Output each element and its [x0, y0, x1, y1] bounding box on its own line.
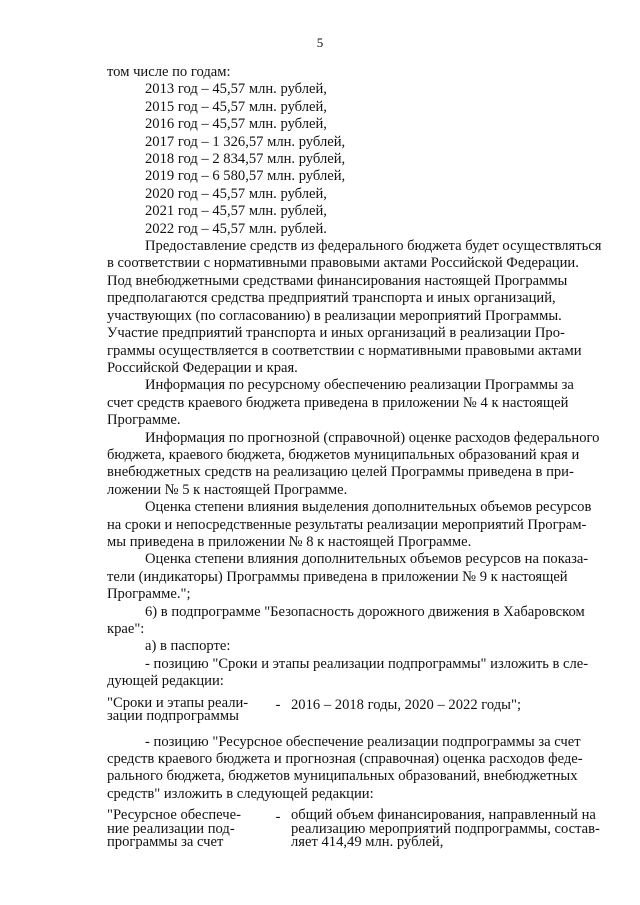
text-line: бюджета, краевого бюджета, бюджетов муниципальных образований края и	[107, 446, 580, 463]
paragraph-impact-deadlines	[107, 499, 613, 551]
passport-value	[291, 809, 613, 850]
text-line: дующей редакции:	[107, 673, 224, 690]
passport-dash: -	[275, 696, 281, 713]
year-item: 2013 год – 45,57 млн. рублей,	[145, 81, 327, 98]
text-line: счет средств краевого бюджета приведена в приложении № 4 к настоящей	[107, 394, 569, 411]
text-line: - позицию "Сроки и этапы реализации подпрограммы" изложить в сле-	[145, 655, 589, 672]
item-a: а) в паспорте:	[145, 638, 231, 655]
text-line: зации подпрограммы	[107, 708, 239, 725]
text-line: Информация по прогнозной (справочной) оценке расходов федерального	[145, 429, 600, 446]
text-line: внебюджетных средств на реализацию целей Программы приведена в при-	[107, 464, 574, 481]
passport-row-resources	[107, 809, 613, 850]
text-line: общий объем финансирования, направленный на	[291, 807, 596, 824]
text-line: программы за счет	[107, 834, 224, 851]
text-line: 6) в подпрограмме "Безопасность дорожного движения в Хабаровском	[145, 603, 585, 620]
passport-key	[107, 694, 265, 725]
year-item: 2015 год – 45,57 млн. рублей,	[145, 98, 327, 115]
passport-row-terms	[107, 694, 613, 725]
text-line: реализацию мероприятий подпрограммы, состав-	[291, 820, 600, 837]
text-line: "Ресурсное обеспече-	[107, 807, 241, 824]
year-item: 2016 год – 45,57 млн. рублей,	[145, 116, 327, 133]
paragraph-resource-info	[107, 377, 613, 429]
year-item: 2021 год – 45,57 млн. рублей,	[145, 203, 327, 220]
text-line: Под внебюджетными средствами финансирования настоящей Программы	[107, 272, 568, 289]
text-line: Российской Федерации и края.	[107, 359, 298, 376]
text-line: Предоставление средств из федерального бюджета будет осуществляться	[145, 238, 602, 255]
text-line: участвующих (по согласованию) в реализации мероприятий Программы.	[107, 307, 562, 324]
passport-dash: -	[275, 809, 281, 826]
text-line: Участие предприятий транспорта и иных организаций в реализации Про-	[107, 325, 565, 342]
text-line: тели (индикаторы) Программы приведена в приложении № 9 к настоящей	[107, 568, 568, 585]
text-line: Оценка степени влияния дополнительных объемов ресурсов на показа-	[145, 551, 589, 568]
text-line: - позицию "Ресурсное обеспечение реализации подпрограммы за счет	[145, 733, 581, 750]
text-line: средств краевого бюджета и прогнозная (справочная) оценка расходов феде-	[107, 751, 583, 768]
document-body	[107, 64, 613, 850]
text-line: в соответствии с нормативными правовыми актами Российской Федерации.	[107, 255, 579, 272]
text-line: Программе.	[107, 412, 181, 429]
text-line: рального бюджета, бюджетов муниципальных образований, внебюджетных	[107, 768, 578, 785]
paragraph-forecast-info	[107, 430, 613, 500]
passport-key	[107, 809, 265, 850]
text-line: мы приведена в приложении № 8 к настоящей Программе.	[107, 533, 472, 550]
text-line: Оценка степени влияния выделения дополнительных объемов ресурсов	[145, 499, 592, 516]
passport-value: 2016 – 2018 годы, 2020 – 2022 годы";	[291, 696, 522, 713]
intro-line: том числе по годам:	[107, 64, 231, 80]
text-line: "Сроки и этапы реали-	[107, 694, 249, 711]
paragraph-position-terms	[107, 656, 613, 691]
text-line: граммы осуществляется в соответствии с нормативными правовыми актами	[107, 342, 582, 359]
text-line: крае":	[107, 621, 145, 637]
text-line: предполагаются средства предприятий транспорта и иных организаций,	[107, 290, 556, 307]
year-item: 2018 год – 2 834,57 млн. рублей,	[145, 151, 346, 168]
text-line: ложении № 5 к настоящей Программе.	[107, 481, 348, 498]
year-item: 2020 год – 45,57 млн. рублей,	[145, 185, 327, 202]
year-funding-list	[107, 81, 613, 238]
text-line: Информация по ресурсному обеспечению реализации Программы за	[145, 377, 574, 394]
year-item: 2019 год – 6 580,57 млн. рублей,	[145, 168, 346, 185]
page-number: 5	[316, 35, 324, 50]
year-item: 2017 год – 1 326,57 млн. рублей,	[145, 133, 346, 150]
text-line: на сроки и непосредственные результаты реализации мероприятий Програм-	[107, 516, 587, 533]
text-line: Программе.";	[107, 586, 191, 603]
paragraph-federal-budget	[107, 238, 613, 377]
text-line: ляет 414,49 млн. рублей,	[291, 834, 444, 851]
text-line: ние реализации под-	[107, 820, 235, 837]
paragraph-impact-indicators	[107, 551, 613, 603]
spacer	[107, 724, 613, 734]
paragraph-position-resources	[107, 734, 613, 804]
paragraph-subprogram	[107, 604, 613, 639]
text-line: средств" изложить в следующей редакции:	[107, 785, 374, 802]
year-item: 2022 год – 45,57 млн. рублей.	[145, 220, 327, 237]
